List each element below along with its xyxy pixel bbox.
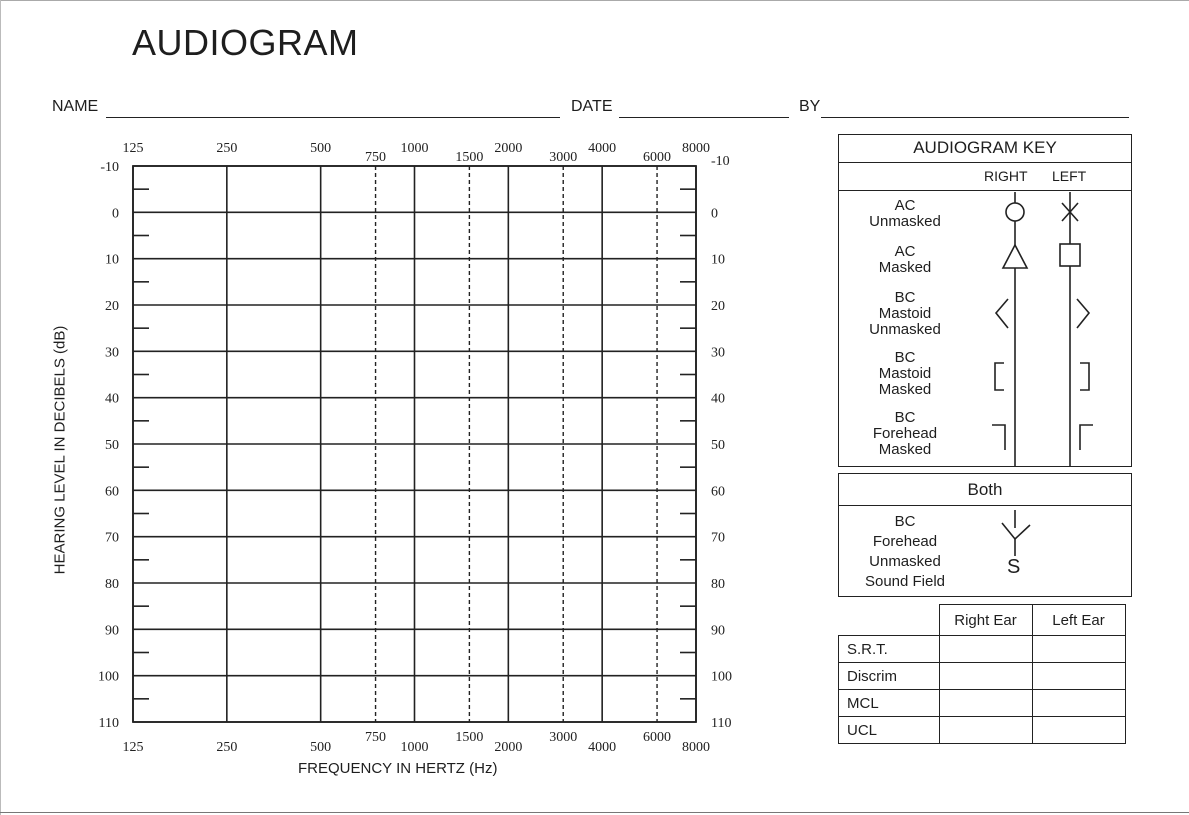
x-tick-label-top: 4000 bbox=[588, 141, 617, 156]
x-tick-label-bottom: 500 bbox=[310, 740, 332, 755]
y-tick-label-right: 30 bbox=[711, 345, 725, 361]
row-label-discrim: Discrim bbox=[839, 663, 940, 690]
row-label-srt: S.R.T. bbox=[839, 636, 940, 663]
x-minor-label-top: 750 bbox=[365, 150, 387, 165]
y-tick-label-left: 90 bbox=[105, 623, 119, 639]
y-tick-label-right: 50 bbox=[711, 438, 725, 453]
x-tick-label-bottom: 4000 bbox=[588, 740, 617, 755]
x-axis-title: FREQUENCY IN HERTZ (Hz) bbox=[298, 760, 498, 777]
page-title: AUDIOGRAM bbox=[132, 22, 359, 63]
ucl-left-cell[interactable] bbox=[1032, 717, 1125, 744]
row-label-ucl: UCL bbox=[839, 717, 940, 744]
by-field[interactable] bbox=[821, 117, 1129, 118]
y-tick-label-left: 70 bbox=[105, 530, 119, 546]
y-tick-label-left: 20 bbox=[105, 299, 119, 314]
x-minor-label-bottom: 6000 bbox=[643, 730, 672, 745]
col-right-ear: Right Ear bbox=[939, 605, 1032, 636]
y-tick-label-left: 10 bbox=[105, 252, 119, 268]
x-minor-label-top: 6000 bbox=[643, 150, 672, 165]
x-tick-label-bottom: 2000 bbox=[494, 740, 523, 755]
x-tick-label-top: 1000 bbox=[400, 141, 429, 156]
y-tick-label-right: 80 bbox=[711, 577, 725, 592]
key-col-right: RIGHT bbox=[984, 168, 1028, 184]
both-title-divider bbox=[838, 505, 1132, 506]
x-tick-label-bottom: 250 bbox=[216, 740, 238, 755]
y-tick-label-right: 20 bbox=[711, 299, 725, 314]
name-label: NAME bbox=[52, 98, 99, 115]
y-tick-label-right: 0 bbox=[711, 206, 718, 222]
y-tick-label-left: 0 bbox=[112, 206, 119, 222]
y-axis-title: HEARING LEVEL IN DECIBELS (dB) bbox=[51, 325, 69, 575]
x-minor-label-top: 3000 bbox=[549, 150, 578, 165]
y-tick-label-left: 80 bbox=[105, 577, 119, 592]
date-label: DATE bbox=[571, 98, 613, 115]
y-tick-label-left: 30 bbox=[105, 345, 119, 361]
key-col-left: LEFT bbox=[1052, 168, 1087, 184]
x-tick-label-bottom: 1000 bbox=[400, 740, 429, 755]
key-row-label: BC Mastoid Unmasked bbox=[869, 289, 941, 338]
y-tick-label-right: 90 bbox=[711, 623, 725, 639]
x-tick-label-bottom: 125 bbox=[122, 740, 144, 755]
mcl-right-cell[interactable] bbox=[939, 690, 1032, 717]
speech-audiometry-table bbox=[838, 604, 1126, 744]
y-tick-label-left: 110 bbox=[98, 716, 119, 731]
y-tick-label-right: 40 bbox=[711, 391, 725, 407]
y-tick-label-right: 100 bbox=[711, 669, 732, 685]
both-title: Both bbox=[967, 480, 1003, 499]
sound-field-s-icon: S bbox=[1007, 556, 1021, 578]
discrim-right-cell[interactable] bbox=[939, 663, 1032, 690]
srt-right-cell[interactable] bbox=[939, 636, 1032, 663]
x-minor-label-top: 1500 bbox=[455, 150, 484, 165]
x-tick-label-top: 8000 bbox=[682, 141, 710, 156]
srt-left-cell[interactable] bbox=[1032, 636, 1125, 663]
key-row-label: AC Masked bbox=[878, 243, 932, 276]
y-tick-label-left: 40 bbox=[105, 391, 119, 407]
x-minor-label-bottom: 1500 bbox=[455, 730, 484, 745]
x-tick-label-top: 250 bbox=[216, 141, 238, 156]
x-minor-label-bottom: 3000 bbox=[549, 730, 578, 745]
x-tick-label-top: 125 bbox=[122, 141, 144, 156]
y-tick-label-right: -10 bbox=[711, 154, 730, 169]
x-minor-label-bottom: 750 bbox=[365, 730, 387, 745]
by-label: BY bbox=[799, 98, 821, 115]
y-tick-label-right: 60 bbox=[711, 484, 725, 500]
both-row-label: BC Forehead Unmasked Sound Field bbox=[864, 513, 946, 590]
ucl-right-cell[interactable] bbox=[939, 717, 1032, 744]
key-title: AUDIOGRAM KEY bbox=[913, 138, 1057, 157]
mcl-left-cell[interactable] bbox=[1032, 690, 1125, 717]
col-left-ear: Left Ear bbox=[1032, 605, 1125, 636]
x-tick-label-bottom: 8000 bbox=[682, 740, 710, 755]
key-row-label: BC Forehead Masked bbox=[872, 409, 938, 458]
x-tick-label-top: 500 bbox=[310, 141, 332, 156]
y-tick-label-left: 100 bbox=[98, 669, 119, 685]
y-tick-label-left: 60 bbox=[105, 484, 119, 500]
discrim-left-cell[interactable] bbox=[1032, 663, 1125, 690]
key-row-label: BC Mastoid Masked bbox=[878, 349, 932, 398]
y-tick-label-right: 70 bbox=[711, 530, 725, 546]
y-tick-label-right: 110 bbox=[711, 716, 732, 731]
y-tick-label-right: 10 bbox=[711, 252, 725, 268]
y-tick-label-left: 50 bbox=[105, 438, 119, 453]
key-title-divider bbox=[838, 162, 1132, 163]
y-tick-label-left: -10 bbox=[100, 160, 119, 175]
key-row-label: AC Unmasked bbox=[869, 197, 941, 230]
key-header-divider bbox=[838, 190, 1132, 191]
x-tick-label-top: 2000 bbox=[494, 141, 523, 156]
row-label-mcl: MCL bbox=[839, 690, 940, 717]
